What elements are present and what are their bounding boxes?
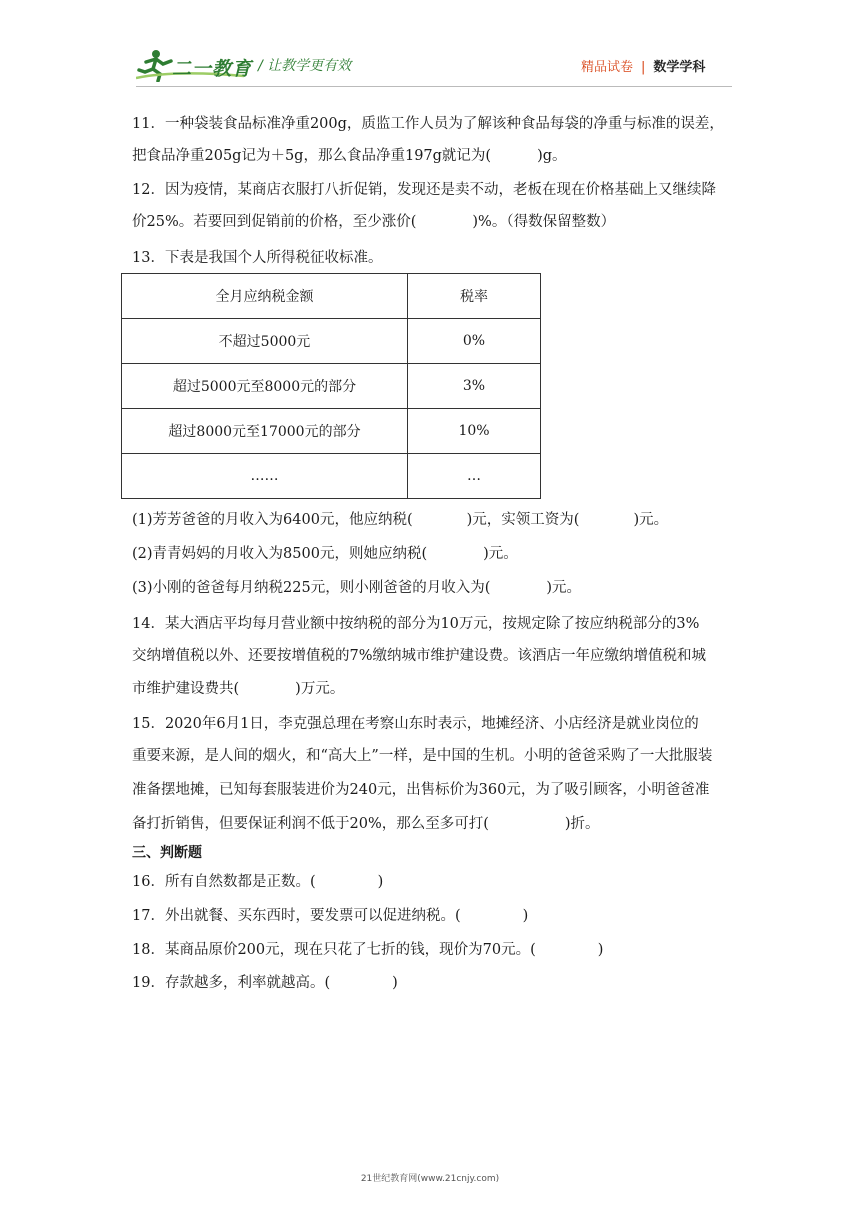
q14-text: 市维护建设费共( <box>132 681 240 697</box>
question-17 <box>132 906 528 926</box>
page-footer: 21世纪教育网(www.21cnjy.com) <box>360 1174 500 1184</box>
question-16 <box>132 872 383 892</box>
question-15-line4 <box>132 814 600 834</box>
question-13-part3 <box>132 578 581 598</box>
table-cell: …… <box>122 454 408 499</box>
q13-1-unit: )元。 <box>633 512 669 528</box>
question-13-part1 <box>132 510 668 530</box>
question-19 <box>132 973 398 993</box>
table-header-cell: 全月应纳税金额 <box>122 274 408 319</box>
q19-text: 19．存款越多，利率就越高。( <box>132 975 331 991</box>
q13-1-mid: )元，实领工资为( <box>466 512 580 528</box>
table-row <box>122 454 541 499</box>
q15-text: 备打折销售，但要保证利润不低于20%，那么至多可打( <box>132 816 489 832</box>
q14-unit: )万元。 <box>295 681 345 697</box>
question-14-line2: 交纳增值税以外、还要按增值税的7%缴纳城市维护建设费。该酒店一年应缴纳增值税和城 <box>132 648 706 664</box>
tag-separator: | <box>641 60 646 75</box>
question-14-line3 <box>132 679 344 699</box>
table-cell: 0% <box>408 319 541 364</box>
logo-text: 二一教育 <box>172 58 253 80</box>
table-row <box>122 364 541 409</box>
question-15-line2: 重要来源，是人间的烟火，和“高大上”一样，是中国的生机。小明的爸爸采购了一大批服装 <box>132 748 713 764</box>
table-cell: 不超过5000元 <box>122 319 408 364</box>
question-18 <box>132 940 603 960</box>
question-13-part2 <box>132 544 518 564</box>
section-heading: 三、判断题 <box>132 845 202 861</box>
q17-text: 17．外出就餐、买东西时，要发票可以促进纳税。( <box>132 908 461 924</box>
table-cell: … <box>408 454 541 499</box>
question-11-line1: 11．一种袋装食品标准净重200g，质监工作人员为了解该种食品每袋的净重与标准的误差， <box>132 116 724 132</box>
q16-close: ) <box>377 874 384 890</box>
q13-3-text: (3)小刚的爸爸每月纳税225元，则小刚爸爸的月收入为( <box>132 580 491 596</box>
q13-3-unit: )元。 <box>546 580 582 596</box>
table-cell: 超过5000元至8000元的部分 <box>122 364 408 409</box>
question-15-line1: 15．2020年6月1日，李克强总理在考察山东时表示，地摊经济、小店经济是就业岗位的 <box>132 716 699 732</box>
q19-close: ) <box>392 975 398 991</box>
q13-2-unit: )元。 <box>483 546 518 562</box>
table-cell: 3% <box>408 364 541 409</box>
header-tag <box>581 56 705 75</box>
table-cell: 超过8000元至17000元的部分 <box>122 409 408 454</box>
q12-unit: )%。（得数保留整数） <box>472 214 616 230</box>
question-14-line1: 14．某大酒店平均每月营业额中按纳税的部分为10万元，按规定除了按应纳税部分的3% <box>132 616 700 632</box>
slogan: / 让教学更有效 <box>258 58 352 74</box>
question-11-line2 <box>132 146 567 166</box>
q16-text: 16．所有自然数都是正数。( <box>132 874 316 890</box>
page-header <box>0 0 860 92</box>
question-12-line2 <box>132 212 615 232</box>
q18-close: ) <box>597 942 604 958</box>
q18-text: 18．某商品原价200元，现在只花了七折的钱，现价为70元。( <box>132 942 536 958</box>
q11-unit: )g。 <box>537 148 567 164</box>
question-12-line1: 12．因为疫情，某商店衣服打八折促销，发现还是卖不动，老板在现在价格基础上又继续降 <box>132 182 716 198</box>
table-row <box>122 409 541 454</box>
q12-text: 价25%。若要回到促销前的价格，至少涨价( <box>132 214 417 230</box>
q13-2-text: (2)青青妈妈的月收入为8500元，则她应纳税( <box>132 546 428 562</box>
q11-text: 把食品净重205g记为＋5g，那么食品净重197g就记为( <box>132 148 492 164</box>
table-row <box>122 319 541 364</box>
table-header-row <box>122 274 541 319</box>
table-header-cell: 税率 <box>408 274 541 319</box>
tag-subject: 数学学科 <box>653 60 706 75</box>
question-15-line3: 准备摆地摊，已知每套服装进价为240元，出售标价为360元，为了吸引顾客，小明爸爸准 <box>132 782 710 798</box>
header-divider <box>136 86 732 87</box>
q13-1-text: (1)芳芳爸爸的月收入为6400元，他应纳税( <box>132 512 413 528</box>
q17-close: ) <box>522 908 529 924</box>
q15-unit: )折。 <box>564 816 600 832</box>
tag-quality: 精品试卷 <box>581 60 634 75</box>
tax-table <box>121 273 541 499</box>
table-cell: 10% <box>408 409 541 454</box>
question-13: 13．下表是我国个人所得税征收标准。 <box>132 250 383 266</box>
